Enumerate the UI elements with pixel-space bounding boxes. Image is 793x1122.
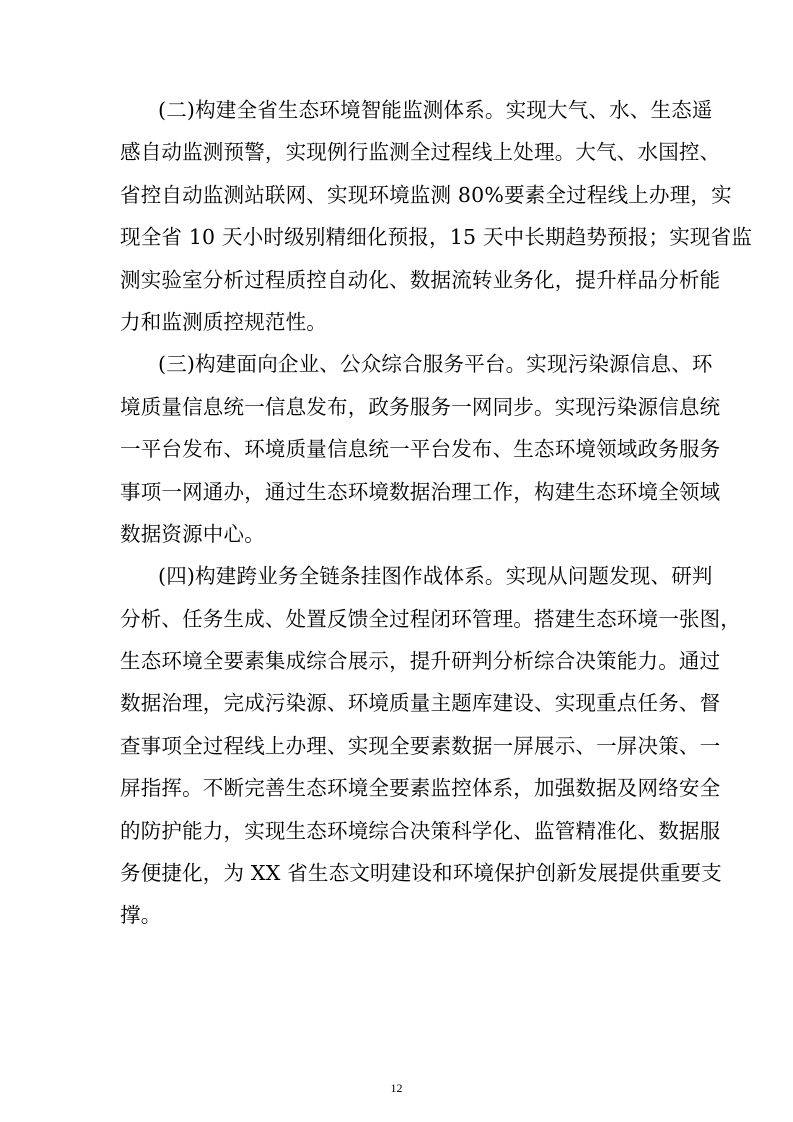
paragraph-monitoring-system [120, 89, 753, 343]
text-line: 测实验室分析过程质控自动化、数据流转业务化，提升样品分析能 [120, 267, 721, 292]
text-line: 查事项全过程线上办理、实现全要素数据一屏展示、一屏决策、一 [120, 733, 721, 758]
page-number: 12 [390, 1081, 403, 1095]
text-line: 数据资源中心。 [120, 521, 265, 546]
text-line: 境质量信息统一信息发布，政务服务一网同步。实现污染源信息统 [120, 394, 721, 419]
text-line: 务便捷化，为 XX 省生态文明建设和环境保护创新发展提供重要支 [120, 861, 722, 886]
text-line: 撑。 [120, 903, 162, 928]
text-line: 省控自动监测站联网、实现环境监测 80%要素全过程线上办理，实 [120, 182, 732, 207]
text-line: 事项一网通办，通过生态环境数据治理工作，构建生态环境全领域 [120, 479, 721, 504]
text-line: 分析、任务生成、处置反馈全过程闭环管理。搭建生态环境一张图， [120, 606, 741, 631]
text-line: (二)构建全省生态环境智能监测体系。实现大气、水、生态遥 [158, 98, 713, 122]
text-line: 屏指挥。不断完善生态环境全要素监控体系，加强数据及网络安全 [120, 776, 721, 801]
text-line: 感自动监测预警，实现例行监测全过程线上处理。大气、水国控、 [120, 140, 721, 165]
text-line: 的防护能力，实现生态环境综合决策科学化、监管精准化、数据服 [120, 818, 721, 843]
text-line: 生态环境全要素集成综合展示，提升研判分析综合决策能力。通过 [120, 649, 721, 674]
text-line: 一平台发布、环境质量信息统一平台发布、生态环境领域政务服务 [120, 437, 721, 462]
text-line: (四)构建跨业务全链条挂图作战体系。实现从问题发现、研判 [158, 564, 713, 589]
document-body [120, 89, 753, 937]
text-line: 力和监测质控规范性。 [120, 309, 327, 334]
text-line: 数据治理，完成污染源、环境质量主题库建设、实现重点任务、督 [120, 691, 721, 716]
paragraph-service-platform [120, 343, 721, 555]
text-line: (三)构建面向企业、公众综合服务平台。实现污染源信息、环 [158, 352, 713, 377]
text-line: 现全省 10 天小时级别精细化预报，15 天中长期趋势预报；实现省监 [120, 225, 753, 250]
paragraph-map-operations [120, 555, 741, 937]
